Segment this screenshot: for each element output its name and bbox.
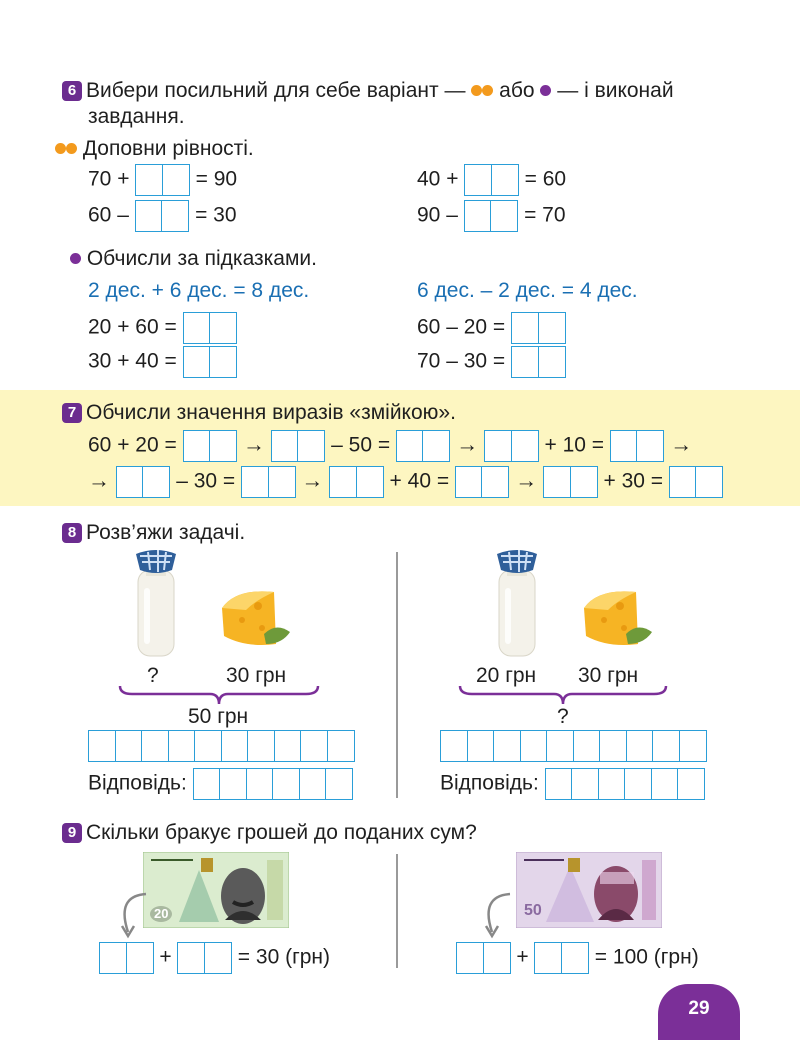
answer-cell[interactable] xyxy=(598,768,626,800)
answer-cell[interactable] xyxy=(88,730,116,762)
task6-number: 6 xyxy=(62,81,82,101)
task9-title: Скільки бракує грошей до поданих сум? xyxy=(86,821,477,844)
answer-cell[interactable] xyxy=(511,312,539,344)
answer-cell[interactable] xyxy=(329,466,357,498)
task8-number: 8 xyxy=(62,523,82,543)
answer-cells[interactable] xyxy=(456,942,511,974)
equation-left: 40 + xyxy=(417,167,459,191)
answer-cells[interactable] xyxy=(669,466,724,498)
column-divider xyxy=(396,854,398,968)
task7-title: Обчисли значення виразів «змійкою». xyxy=(86,401,456,424)
answer-cell[interactable] xyxy=(695,466,723,498)
answer-cells[interactable] xyxy=(484,430,539,462)
equation-result: = 100 (грн) xyxy=(594,945,699,969)
total-label: 50 грн xyxy=(188,705,249,728)
curved-arrow-icon xyxy=(476,890,516,940)
answer-cells[interactable] xyxy=(183,430,238,462)
answer-cell[interactable] xyxy=(624,768,652,800)
answer-cell[interactable] xyxy=(142,466,170,498)
answer-cell[interactable] xyxy=(561,942,589,974)
calc-row xyxy=(88,312,237,344)
calc-expression: 60 – 20 = xyxy=(417,315,506,339)
answer-cell[interactable] xyxy=(135,164,163,196)
calc-expression: 70 – 30 = xyxy=(417,349,506,373)
answer-cell[interactable] xyxy=(126,942,154,974)
answer-cell[interactable] xyxy=(464,164,492,196)
answer-label: Відповідь: xyxy=(88,771,187,795)
answer-cell[interactable] xyxy=(209,430,237,462)
answer-label: Відповідь: xyxy=(440,771,539,795)
calc-expression: 20 + 60 = xyxy=(88,315,177,339)
answer-cell[interactable] xyxy=(546,730,574,762)
answer-cell[interactable] xyxy=(209,312,237,344)
column-divider xyxy=(396,552,398,798)
answer-cell[interactable] xyxy=(209,346,237,378)
answer-cells[interactable] xyxy=(534,942,589,974)
answer-cell[interactable] xyxy=(571,768,599,800)
right-arrow-icon: → xyxy=(242,431,265,457)
orange-dot-icon xyxy=(471,85,482,96)
answer-cell[interactable] xyxy=(493,730,521,762)
snake-expression: – 50 = xyxy=(331,433,391,457)
task6-intro-text-c: — і виконай xyxy=(557,79,674,102)
calc-row xyxy=(417,312,566,344)
answer-cell[interactable] xyxy=(511,346,539,378)
equation-right: = 90 xyxy=(195,167,238,191)
purple-dot-icon xyxy=(540,85,551,96)
right-arrow-icon: → xyxy=(456,431,479,457)
right-arrow-icon: → xyxy=(88,467,110,493)
cheese-icon xyxy=(216,586,296,654)
answer-cell[interactable] xyxy=(599,730,627,762)
answer-cells[interactable] xyxy=(464,200,519,232)
plus-sign: + xyxy=(516,945,529,969)
answer-cell[interactable] xyxy=(272,768,300,800)
answer-cell[interactable] xyxy=(161,200,189,232)
answer-cells[interactable] xyxy=(135,200,190,232)
answer-cell[interactable] xyxy=(356,466,384,498)
snake-expression: + 10 = xyxy=(544,433,605,457)
curved-arrow-icon xyxy=(112,890,152,940)
answer-cells[interactable] xyxy=(329,466,384,498)
orange-dot-icon xyxy=(482,85,493,96)
answer-cells[interactable] xyxy=(99,942,154,974)
snake-row-1 xyxy=(88,430,692,462)
answer-cell[interactable] xyxy=(570,466,598,498)
answer-cells[interactable] xyxy=(543,466,598,498)
snake-expression: + 30 = xyxy=(603,469,664,493)
answer-cell[interactable] xyxy=(483,942,511,974)
answer-cells[interactable] xyxy=(116,466,171,498)
answer-cell[interactable] xyxy=(183,312,211,344)
answer-cell[interactable] xyxy=(484,430,512,462)
answer-cell[interactable] xyxy=(651,768,679,800)
task6-intro xyxy=(62,78,674,104)
answer-cell[interactable] xyxy=(573,730,601,762)
answer-cell[interactable] xyxy=(299,768,327,800)
answer-cell[interactable] xyxy=(116,466,144,498)
answer-cell[interactable] xyxy=(219,768,247,800)
answer-cell[interactable] xyxy=(325,768,353,800)
curly-brace-icon xyxy=(458,684,668,706)
variant-a-title-row xyxy=(55,136,254,162)
solution-cells-row[interactable] xyxy=(440,730,707,762)
answer-cell[interactable] xyxy=(247,730,275,762)
answer-cells[interactable] xyxy=(183,346,238,378)
answer-cell[interactable] xyxy=(193,768,221,800)
calc-expression: 30 + 40 = xyxy=(88,349,177,373)
answer-cell[interactable] xyxy=(135,200,163,232)
right-arrow-icon: → xyxy=(515,467,538,493)
answer-cell[interactable] xyxy=(534,942,562,974)
milk-bottle-icon xyxy=(489,548,545,660)
task8-title: Розв’яжи задачі. xyxy=(86,521,246,544)
answer-cell[interactable] xyxy=(271,430,299,462)
equation-row xyxy=(417,200,566,232)
equation-row xyxy=(417,164,566,196)
answer-cell[interactable] xyxy=(491,164,519,196)
task6-intro-text-b: або xyxy=(499,79,535,102)
answer-cell[interactable] xyxy=(543,466,571,498)
milk-bottle-icon xyxy=(128,548,184,660)
task7-number: 7 xyxy=(62,403,82,423)
answer-cell[interactable] xyxy=(481,466,509,498)
curly-brace-icon xyxy=(118,684,320,706)
equation-left: 60 – xyxy=(88,203,129,227)
answer-cells[interactable] xyxy=(545,768,706,800)
answer-cell[interactable] xyxy=(538,346,566,378)
total-label: ? xyxy=(557,705,569,728)
answer-cell[interactable] xyxy=(168,730,196,762)
answer-row xyxy=(440,768,705,800)
snake-row-2 xyxy=(88,466,723,498)
snake-expression: 60 + 20 = xyxy=(88,433,177,457)
task8-title-row xyxy=(62,520,245,546)
task9-title-row xyxy=(62,820,477,846)
equation-right: = 60 xyxy=(524,167,567,191)
answer-cells[interactable] xyxy=(241,466,296,498)
answer-cell[interactable] xyxy=(520,730,548,762)
answer-cells[interactable] xyxy=(193,768,354,800)
task6-intro-text-a: Вибери посильний для себе варіант — xyxy=(86,79,466,102)
equation-result: = 30 (грн) xyxy=(237,945,331,969)
answer-cells[interactable] xyxy=(610,430,665,462)
equation-right: = 70 xyxy=(524,203,566,227)
snake-expression: + 40 = xyxy=(389,469,450,493)
answer-row xyxy=(88,768,353,800)
orange-dot-icon xyxy=(66,143,77,154)
answer-cell[interactable] xyxy=(467,730,495,762)
task7-title-row xyxy=(62,400,456,426)
answer-cell[interactable] xyxy=(396,430,424,462)
answer-cell[interactable] xyxy=(99,942,127,974)
right-arrow-icon: → xyxy=(301,467,324,493)
answer-cell[interactable] xyxy=(115,730,143,762)
calc-row xyxy=(88,346,237,378)
cheese-price-label: 30 грн xyxy=(578,664,639,687)
cheese-price-label: 30 грн xyxy=(226,664,287,687)
answer-cells[interactable] xyxy=(177,942,232,974)
answer-cells[interactable] xyxy=(455,466,510,498)
answer-cells[interactable] xyxy=(511,312,566,344)
equation-right: = 30 xyxy=(195,203,237,227)
answer-cells[interactable] xyxy=(464,164,519,196)
answer-cell[interactable] xyxy=(456,942,484,974)
answer-cell[interactable] xyxy=(440,730,468,762)
milk-price-label: 20 грн xyxy=(476,664,537,687)
answer-cell[interactable] xyxy=(545,768,573,800)
answer-cell[interactable] xyxy=(183,430,211,462)
answer-cell[interactable] xyxy=(183,346,211,378)
answer-cell[interactable] xyxy=(194,730,222,762)
money-equation-row xyxy=(456,942,699,974)
answer-cells[interactable] xyxy=(511,346,566,378)
answer-cell[interactable] xyxy=(268,466,296,498)
answer-cells[interactable] xyxy=(135,164,190,196)
hint-right: 6 дес. – 2 дес. = 4 дес. xyxy=(417,279,638,302)
solution-cells-row[interactable] xyxy=(88,730,355,762)
answer-cell[interactable] xyxy=(177,942,205,974)
answer-cell[interactable] xyxy=(490,200,518,232)
plus-sign: + xyxy=(159,945,172,969)
answer-cell[interactable] xyxy=(464,200,492,232)
answer-cell[interactable] xyxy=(511,430,539,462)
answer-cell[interactable] xyxy=(162,164,190,196)
page-number: 29 xyxy=(658,984,740,1040)
cheese-icon xyxy=(578,586,658,654)
answer-cell[interactable] xyxy=(221,730,249,762)
answer-cell[interactable] xyxy=(204,942,232,974)
equation-row xyxy=(88,164,237,196)
answer-cell[interactable] xyxy=(141,730,169,762)
variant-a-title: Доповни рівності. xyxy=(82,137,254,160)
answer-cell[interactable] xyxy=(455,466,483,498)
variant-b-title: Обчисли за підказками. xyxy=(86,247,317,270)
purple-dot-icon xyxy=(70,253,81,264)
answer-cells[interactable] xyxy=(183,312,238,344)
answer-cell[interactable] xyxy=(241,466,269,498)
orange-dot-icon xyxy=(55,143,66,154)
answer-cell[interactable] xyxy=(274,730,302,762)
variant-b-title-row xyxy=(70,246,317,272)
answer-cells[interactable] xyxy=(396,430,451,462)
answer-cell[interactable] xyxy=(679,730,707,762)
answer-cell[interactable] xyxy=(626,730,654,762)
equation-left: 70 + xyxy=(88,167,130,191)
right-arrow-icon: → xyxy=(670,431,693,457)
task6-intro-line2: завдання. xyxy=(88,105,185,128)
answer-cell[interactable] xyxy=(669,466,697,498)
milk-price-label: ? xyxy=(147,664,159,687)
answer-cell[interactable] xyxy=(422,430,450,462)
answer-cell[interactable] xyxy=(538,312,566,344)
banknote-value-label: 50 xyxy=(524,902,542,919)
hint-left: 2 дес. + 6 дес. = 8 дес. xyxy=(88,279,310,302)
answer-cell[interactable] xyxy=(297,430,325,462)
calc-row xyxy=(417,346,566,378)
answer-cell[interactable] xyxy=(652,730,680,762)
banknote-value-label: 20 xyxy=(154,906,169,921)
answer-cell[interactable] xyxy=(327,730,355,762)
answer-cells[interactable] xyxy=(271,430,326,462)
task9-number: 9 xyxy=(62,823,82,843)
equation-row xyxy=(88,200,237,232)
answer-cell[interactable] xyxy=(246,768,274,800)
answer-cell[interactable] xyxy=(636,430,664,462)
money-equation-row xyxy=(99,942,330,974)
answer-cell[interactable] xyxy=(677,768,705,800)
snake-expression: – 30 = xyxy=(176,469,236,493)
answer-cell[interactable] xyxy=(610,430,638,462)
answer-cell[interactable] xyxy=(300,730,328,762)
equation-left: 90 – xyxy=(417,203,458,227)
